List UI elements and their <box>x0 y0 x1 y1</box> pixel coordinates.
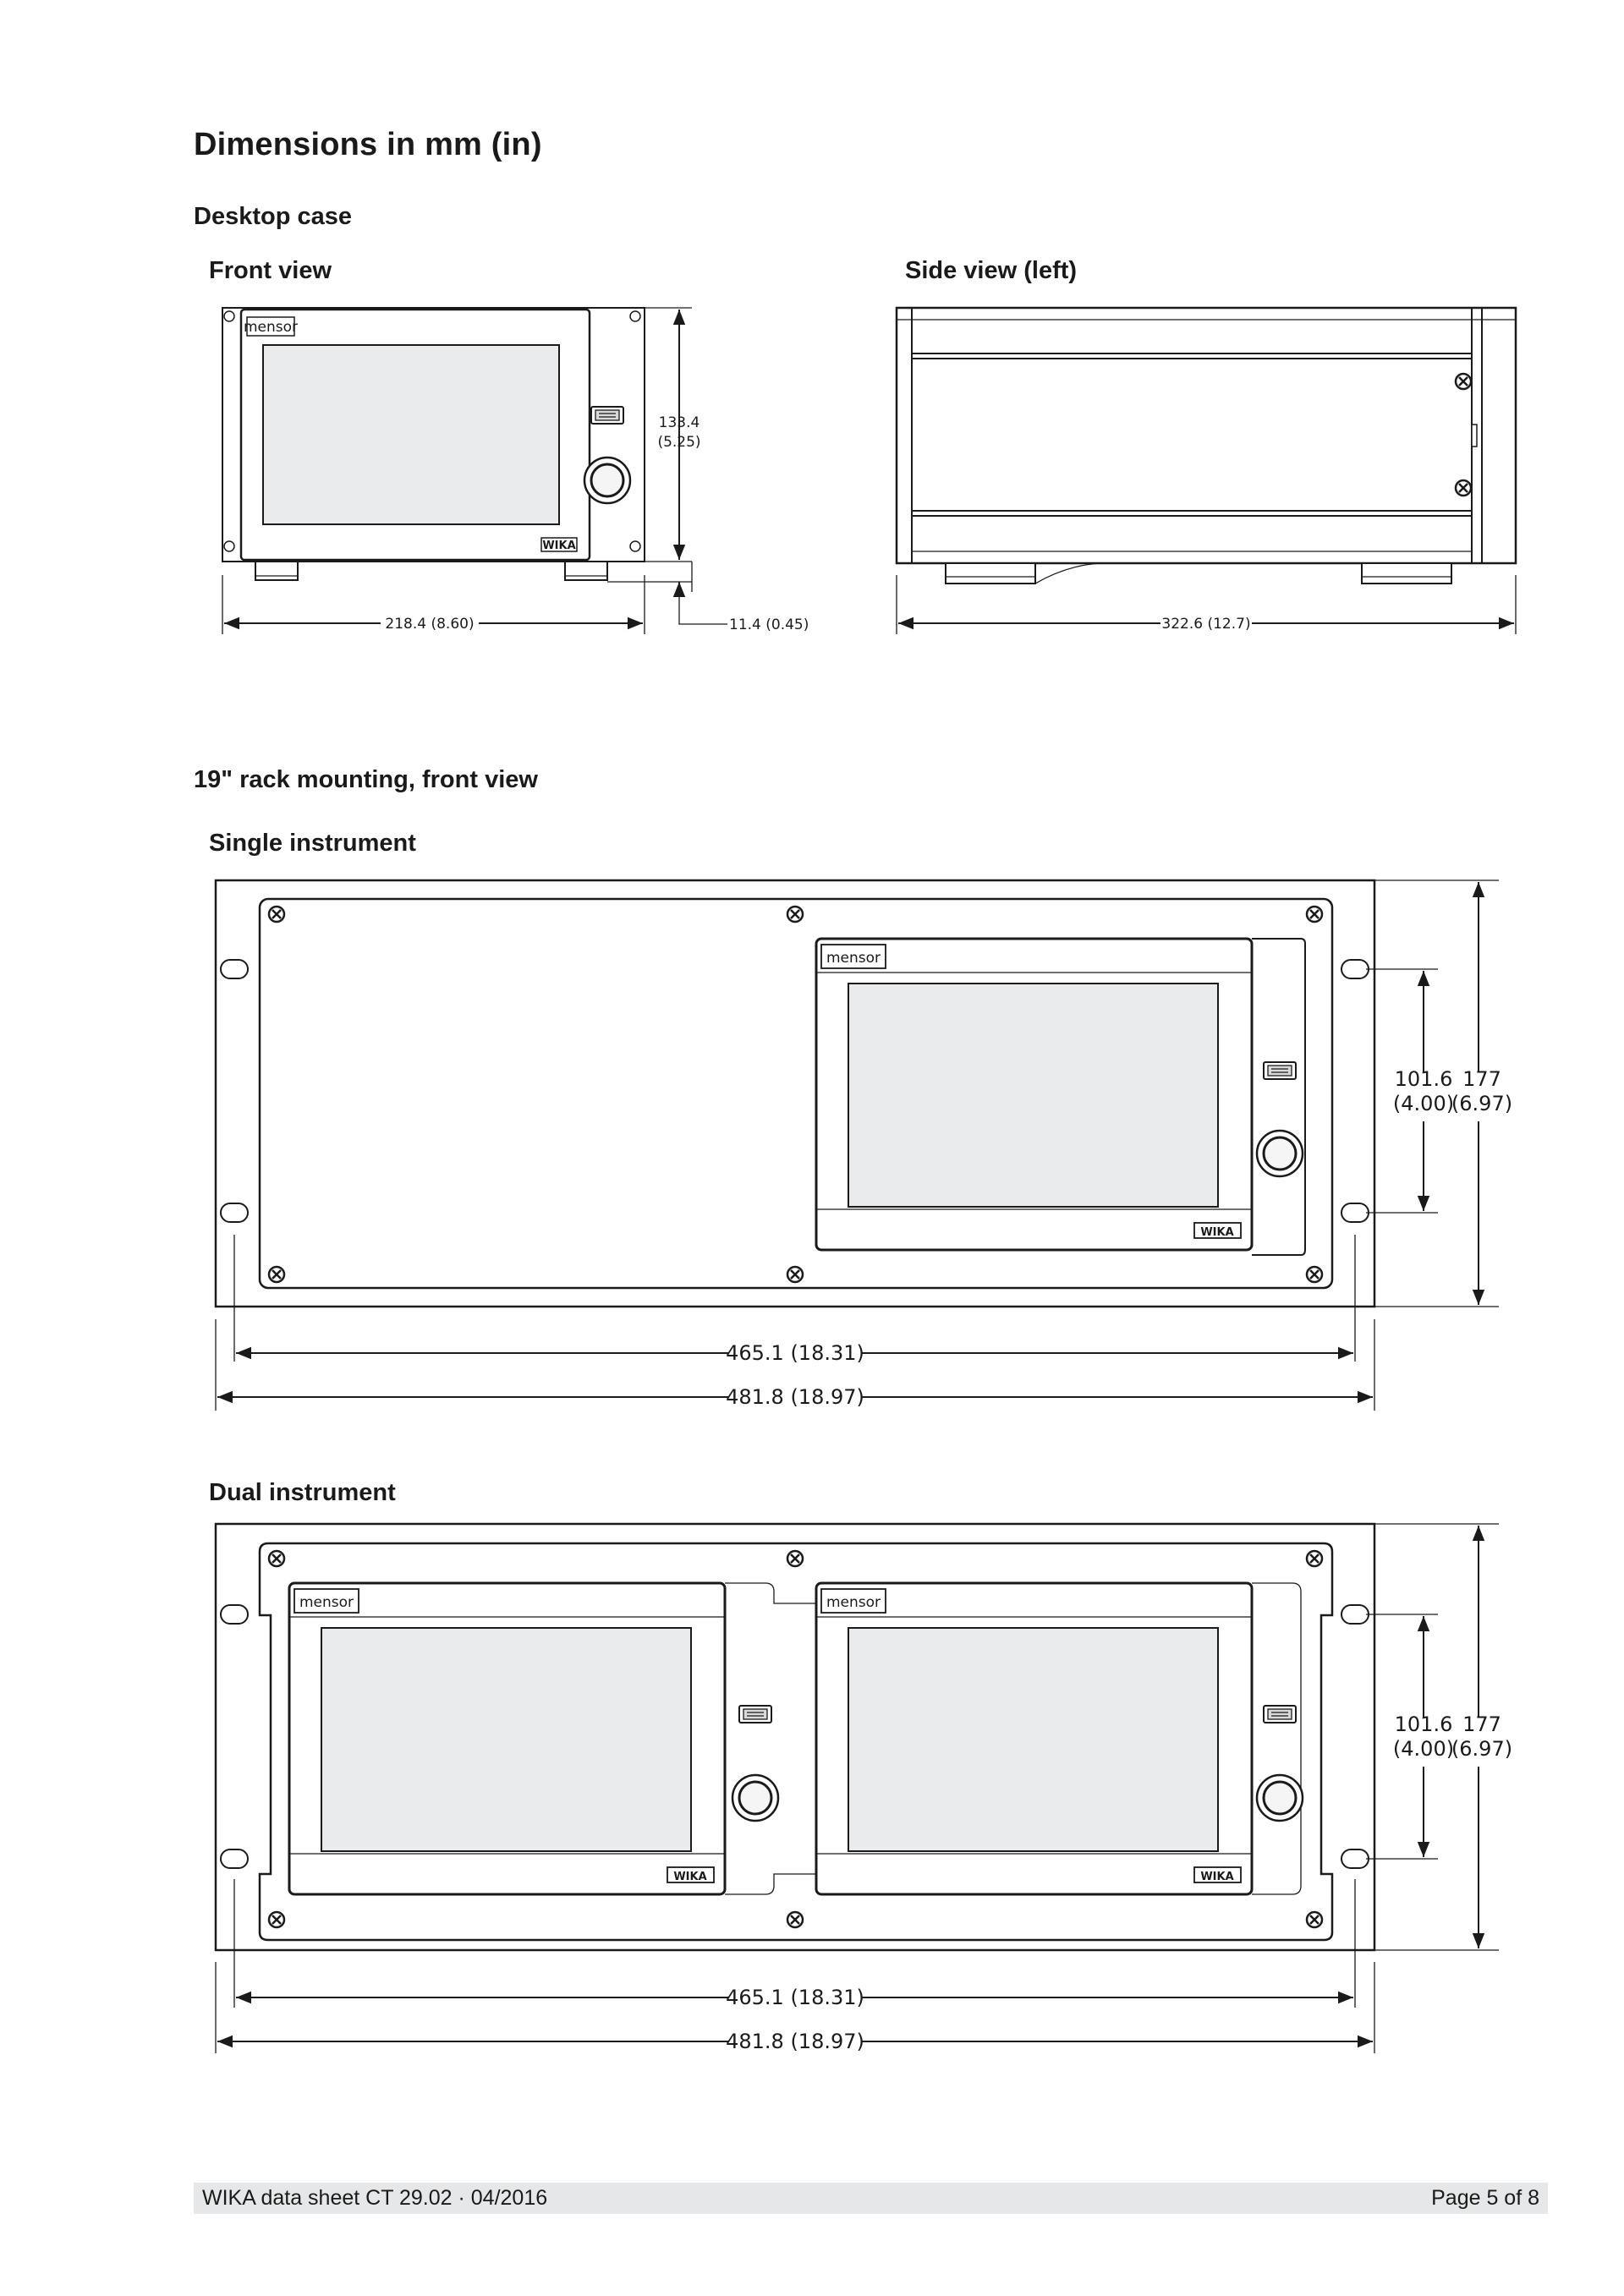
single-height-in: (6.97) <box>1451 1092 1513 1115</box>
front-width-dim: 218.4 (8.60) <box>385 616 475 633</box>
single-hole-mm: 101.6 <box>1394 1067 1453 1091</box>
single-wika-logo: WIKA <box>1200 1226 1234 1239</box>
desktop-case-heading: Desktop case <box>194 203 352 230</box>
front-feet-dim: 11.4 (0.45) <box>729 616 809 633</box>
single-outer-width: 481.8 (18.97) <box>726 1385 864 1409</box>
front-brand-logo: mensor <box>243 319 299 336</box>
dual-height-mm: 177 <box>1462 1712 1501 1736</box>
footer-page-number: Page 5 of 8 <box>1431 2186 1539 2210</box>
front-view-drawing <box>222 308 809 634</box>
dual-instrument-label: Dual instrument <box>209 1479 396 1506</box>
page-title: Dimensions in mm (in) <box>194 127 542 162</box>
single-hole-in: (4.00) <box>1392 1092 1455 1115</box>
front-wika-logo: WIKA <box>542 540 576 552</box>
dual-right-brand-logo: mensor <box>826 1594 881 1611</box>
single-instrument-label: Single instrument <box>209 830 416 857</box>
front-knob-icon <box>584 458 630 503</box>
dual-height-in: (6.97) <box>1451 1737 1513 1761</box>
dual-inner-width: 465.1 (18.31) <box>726 1986 864 2009</box>
single-inner-width: 465.1 (18.31) <box>726 1341 864 1365</box>
dual-rack-drawing <box>216 1524 1512 2053</box>
dual-outer-width: 481.8 (18.97) <box>726 2030 864 2053</box>
dual-hole-mm: 101.6 <box>1394 1712 1453 1736</box>
front-usb-icon <box>591 407 623 424</box>
page-footer <box>194 2183 1548 2214</box>
side-view-label: Side view (left) <box>905 257 1078 284</box>
front-height-mm: 133.4 <box>658 414 700 431</box>
front-height-in: (5.25) <box>657 434 701 451</box>
side-view-drawing <box>897 308 1516 634</box>
single-height-mm: 177 <box>1462 1067 1501 1091</box>
dual-left-wika-logo: WIKA <box>673 1871 707 1883</box>
rack-heading: 19" rack mounting, front view <box>194 766 538 793</box>
side-depth-dim: 322.6 (12.7) <box>1161 616 1251 633</box>
dual-right-wika-logo: WIKA <box>1200 1871 1234 1883</box>
footer-document-id: WIKA data sheet CT 29.02 · 04/2016 <box>202 2186 548 2210</box>
single-brand-logo: mensor <box>826 950 881 967</box>
dual-left-brand-logo: mensor <box>299 1594 354 1611</box>
front-view-label: Front view <box>209 257 332 284</box>
single-rack-drawing <box>216 880 1512 1411</box>
dual-hole-in: (4.00) <box>1392 1737 1455 1761</box>
